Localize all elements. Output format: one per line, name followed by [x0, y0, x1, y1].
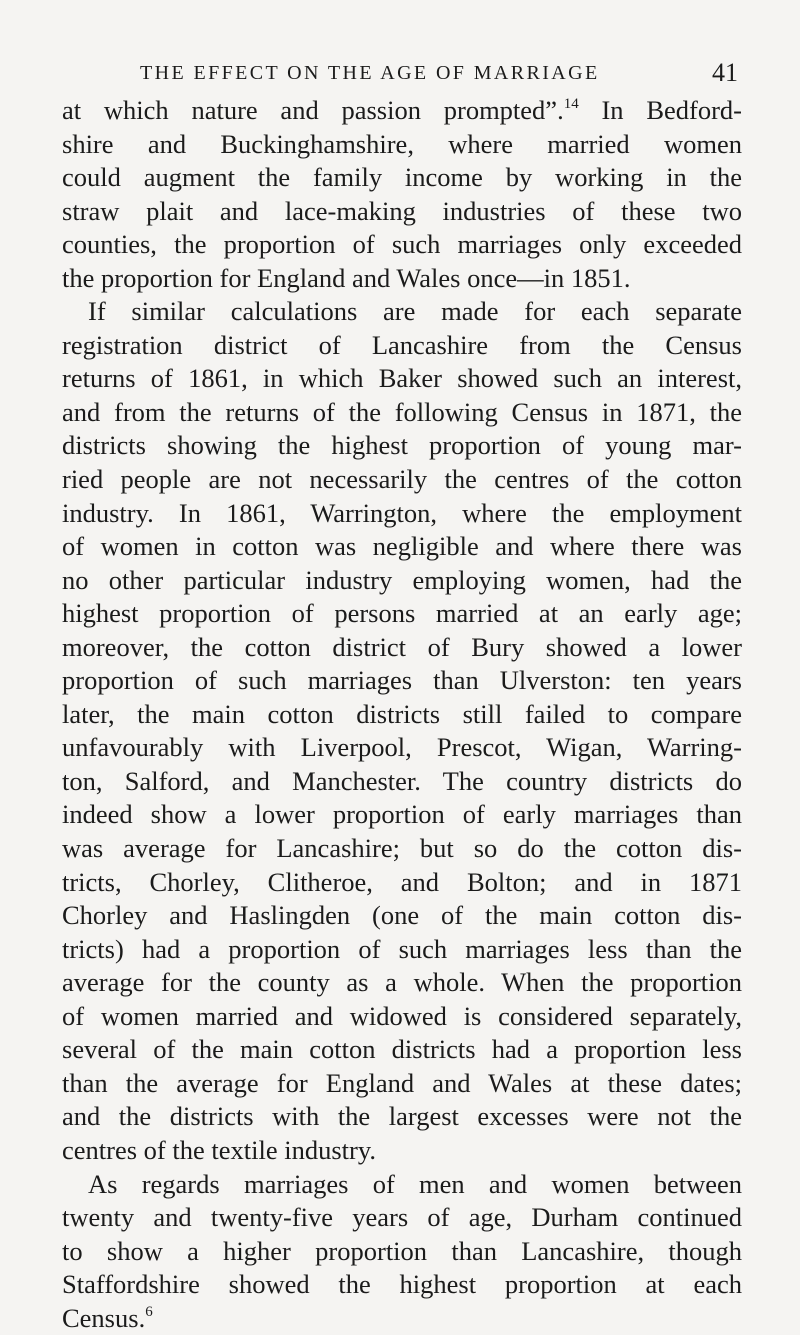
line-text: Staffordshire showed the highest proportion at each [62, 1269, 742, 1300]
text-line [62, 899, 742, 933]
text-line [62, 1168, 742, 1202]
running-head: THE EFFECT ON THE AGE OF MARRIAGE [140, 62, 600, 84]
line-text: several of the main cotton districts had a proportion less [62, 1034, 742, 1065]
text-line [62, 195, 742, 229]
line-text: registration district of Lancashire from the Census [62, 329, 742, 360]
text-line [62, 1033, 742, 1067]
text-line [62, 1000, 742, 1034]
line-text: As regards marriages of men and women between [88, 1168, 742, 1199]
text-line [62, 866, 742, 900]
line-text-continuation: In Bedford- [578, 95, 742, 125]
line-text: moreover, the cotton district of Bury showed a lower [62, 631, 742, 662]
line-text: twenty and twenty-five years of age, Durham continued [62, 1202, 742, 1233]
line-text: If similar calculations are made for each separate [88, 296, 742, 327]
text-line [62, 832, 742, 866]
line-text: districts showing the highest proportion of young mar- [62, 430, 742, 461]
page-number: 41 [712, 58, 738, 87]
line-text: industry. In 1861, Warrington, where the employment [62, 497, 742, 528]
text-line [62, 463, 742, 497]
line-text: at which nature and passion prompted”. [62, 95, 564, 125]
text-line [62, 1235, 742, 1269]
footnote-reference: 6 [145, 1303, 153, 1320]
line-text: Census. [62, 1302, 146, 1333]
text-line [62, 597, 742, 631]
line-text: highest proportion of persons married at an early age; [62, 598, 742, 629]
text-line [62, 1100, 742, 1134]
text-line [62, 262, 742, 296]
line-text: straw plait and lace-making industries of these two [62, 195, 742, 226]
line-text: and the districts with the largest excesses were not the [62, 1101, 742, 1132]
text-line [62, 1201, 742, 1235]
text-line [62, 731, 742, 765]
line-text: centres of the textile industry. [62, 1134, 376, 1165]
text-line [62, 228, 742, 262]
text-line [62, 530, 742, 564]
line-text: to show a higher proportion than Lancashire, though [62, 1235, 742, 1266]
text-line [62, 1134, 742, 1168]
line-text: later, the main cotton districts still failed to compare [62, 698, 742, 729]
line-text: and from the returns of the following Census in 1871, the [62, 396, 742, 427]
text-line [62, 295, 742, 329]
line-text: ried people are not necessarily the centres of the cotton [62, 464, 742, 495]
text-line [62, 1067, 742, 1101]
line-text: unfavourably with Liverpool, Prescot, Wigan, Warring- [62, 732, 742, 763]
text-line [62, 128, 742, 162]
line-text: was average for Lancashire; but so do the cotton dis- [62, 833, 742, 864]
text-line [62, 933, 742, 967]
text-line [62, 329, 742, 363]
text-line [62, 362, 742, 396]
text-line [62, 1302, 742, 1335]
line-text: could augment the family income by working in the [62, 162, 742, 193]
text-line [62, 497, 742, 531]
text-line [62, 429, 742, 463]
line-text: indeed show a lower proportion of early marriages than [62, 799, 742, 830]
line-text: ton, Salford, and Manchester. The country districts do [62, 765, 742, 796]
line-text: shire and Buckinghamshire, where married women [62, 128, 742, 159]
text-line [62, 161, 742, 195]
text-line [62, 94, 742, 128]
footnote-reference: 14 [563, 96, 579, 112]
line-text: Chorley and Haslingden (one of the main cotton dis- [62, 900, 742, 931]
line-text: than the average for England and Wales at these dates; [62, 1067, 742, 1098]
text-line [62, 664, 742, 698]
line-text: proportion of such marriages than Ulverston: ten years [62, 665, 742, 696]
line-text: of women married and widowed is considered separately, [62, 1000, 742, 1031]
line-text: of women in cotton was negligible and where there was [62, 531, 742, 562]
text-line [62, 631, 742, 665]
body-text [62, 94, 742, 1335]
text-line [62, 1268, 742, 1302]
text-line [62, 798, 742, 832]
line-text: counties, the proportion of such marriages only exceeded [62, 229, 742, 260]
line-text: no other particular industry employing women, had the [62, 564, 742, 595]
line-text: the proportion for England and Wales once—in 1851. [62, 262, 631, 293]
text-line [62, 396, 742, 430]
text-line [62, 966, 742, 1000]
line-text: tricts) had a proportion of such marriages less than the [62, 933, 742, 964]
text-line [62, 765, 742, 799]
page-header [140, 60, 740, 90]
text-line [62, 698, 742, 732]
line-text: average for the county as a whole. When the proportion [62, 967, 742, 998]
text-line [62, 564, 742, 598]
line-text: tricts, Chorley, Clitheroe, and Bolton; and in 1871 [62, 866, 742, 897]
line-text: returns of 1861, in which Baker showed such an interest, [62, 363, 742, 394]
